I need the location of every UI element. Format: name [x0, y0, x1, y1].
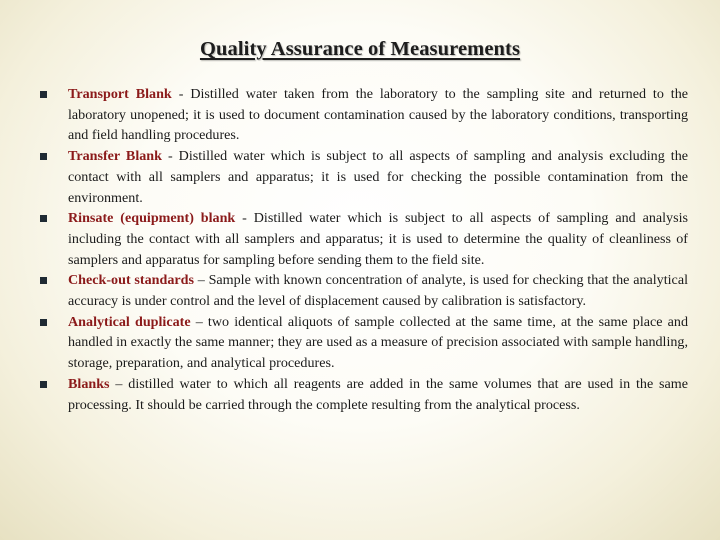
term-label: Transfer Blank — [68, 148, 162, 165]
definitions-list — [40, 84, 688, 415]
square-bullet-icon — [40, 91, 47, 98]
list-item-transfer-blank — [40, 146, 688, 208]
square-bullet-icon — [40, 381, 47, 388]
list-item-rinsate-blank — [40, 208, 688, 270]
term-separator: - — [161, 148, 179, 165]
list-item-check-out-standards — [40, 270, 688, 311]
term-label: Transport Blank — [68, 86, 172, 102]
term-label: Rinsate (equipment) blank — [68, 210, 236, 227]
list-item-transport-blank — [40, 84, 688, 146]
term-description: Sample with known concentration of analyte, is used for checking that the analytical accuracy is under control and the level of displacement caused by calibration is satisfactory. — [68, 272, 688, 310]
term-description: two identical aliquots of sample collected at the same time, at the same place and handled in exactly the same manner; they are used as a measure of precision associated with sample handling, storage, preparation, and analytical procedures. — [68, 313, 688, 372]
term-label: Check-out standards — [68, 272, 194, 289]
square-bullet-icon — [40, 319, 47, 326]
term-separator: - — [171, 86, 191, 102]
term-description: distilled water to which all reagents are added in the same volumes that are used in the same processing. It should be carried through the complete resulting from the analytical process. — [68, 375, 689, 413]
term-description: Distilled water taken from the laboratory to the sampling site and returned to the laboratory unopened; it is used to document contamination caused by the laboratory conditions, transporting and field handling procedures. — [68, 86, 688, 144]
term-separator: – — [193, 272, 209, 289]
term-description: Distilled water which is subject to all aspects of sampling and analysis including the contact with all samplers and apparatus; it is used to determine the quality of cleanliness of samplers and apparatus for sampling before sending them to the field site. — [68, 210, 688, 268]
slide-title: Quality Assurance of Measurements — [199, 38, 521, 60]
list-item-analytical-duplicate — [40, 312, 688, 374]
term-separator: - — [235, 210, 254, 227]
term-label: Blanks — [68, 375, 110, 392]
term-label: Analytical duplicate — [68, 313, 191, 330]
term-separator: – — [109, 375, 129, 392]
square-bullet-icon — [40, 215, 47, 222]
term-separator: – — [190, 313, 208, 330]
square-bullet-icon — [40, 277, 47, 284]
term-description: Distilled water which is subject to all aspects of sampling and analysis excluding the contact with all samplers and apparatus; it is used for checking the possible contamination from the environment. — [68, 148, 688, 206]
square-bullet-icon — [40, 153, 47, 160]
list-item-blanks — [40, 374, 688, 415]
